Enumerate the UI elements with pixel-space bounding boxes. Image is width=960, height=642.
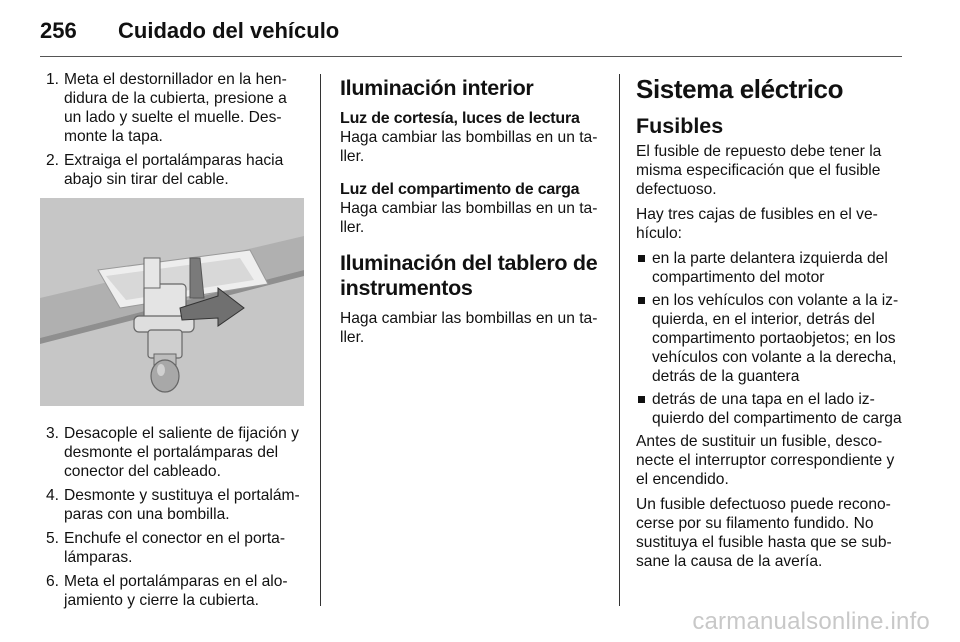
- paragraph: Hay tres cajas de fusibles en el ve- hículo:: [636, 206, 878, 242]
- header-rule: [40, 56, 902, 57]
- bullet-square-icon: [638, 255, 645, 262]
- page-number: 256: [40, 18, 77, 43]
- list-item: 2. Extraiga el portalámparas hacia abajo sin tirar del cable.: [46, 152, 284, 188]
- left-column: [40, 70, 304, 615]
- bulb-holder-illustration: [40, 198, 304, 406]
- paragraph: Antes de sustituir un fusible, desco- necte el interruptor correspondiente y el encendido.: [636, 433, 895, 488]
- paragraph: El fusible de repuesto debe tener la misma especificación que el fusible defectuoso.: [636, 143, 882, 198]
- paragraph: Un fusible defectuoso puede recono- cerse por su filamento fundido. No sustituya el fusible hasta que se sub- sane la causa de la avería.: [636, 496, 892, 570]
- subheading-courtesy-lights: Luz de cortesía, luces de lectura: [340, 110, 580, 127]
- list-item: 4. Desmonte y sustituya el portalám- paras con una bombilla.: [46, 487, 300, 523]
- page-header: [40, 18, 900, 58]
- watermark: carmanualsonline.info: [692, 608, 930, 635]
- list-item: en los vehículos con volante a la iz- quierda, en el interior, detrás del compartimento portaobjetos; en los vehículos con volante a la derecha, detrás de la guantera: [636, 291, 902, 386]
- list-item: 6. Meta el portalámparas en el alo- jamiento y cierre la cubierta.: [46, 573, 288, 609]
- subheading-fuses: Fusibles: [636, 114, 724, 138]
- bulb-holder-drawing: [40, 198, 304, 406]
- middle-column: [340, 70, 603, 353]
- steps-list-a: [40, 70, 304, 189]
- paragraph: Haga cambiar las bombillas en un ta- ller.: [340, 129, 598, 165]
- paragraph: Haga cambiar las bombillas en un ta- ller.: [340, 200, 598, 236]
- paragraph: Haga cambiar las bombillas en un ta- ller.: [340, 310, 598, 346]
- right-column: [636, 70, 902, 577]
- bullet-square-icon: [638, 297, 645, 304]
- column-divider-right: [619, 74, 620, 606]
- list-item: en la parte delantera izquierda del compartimento del motor: [636, 249, 902, 287]
- list-item: 3. Desacople el saliente de fijación y desmonte el portalámparas del conector del cableado.: [46, 425, 299, 480]
- bullet-square-icon: [638, 396, 645, 403]
- section-heading-interior-lighting: Iluminación interior: [340, 76, 534, 100]
- column-divider-left: [320, 74, 321, 606]
- steps-list-b: [40, 424, 304, 610]
- list-item: 5. Enchufe el conector en el porta- lámparas.: [46, 530, 286, 566]
- list-item: 1. Meta el destornillador en la hen- didura de la cubierta, presione a un lado y suelte el muelle. Des- monte la tapa.: [46, 71, 287, 145]
- subheading-cargo-light: Luz del compartimento de carga: [340, 181, 580, 198]
- page-title: Cuidado del vehículo: [118, 18, 340, 43]
- section-heading-electrical-system: Sistema eléctrico: [636, 74, 844, 104]
- list-item: detrás de una tapa en el lado iz- quierdo del compartimento de carga: [636, 390, 902, 428]
- section-heading-instrument-lighting: Iluminación del tablero de instrumentos: [340, 251, 598, 300]
- fuse-box-list: [636, 249, 902, 428]
